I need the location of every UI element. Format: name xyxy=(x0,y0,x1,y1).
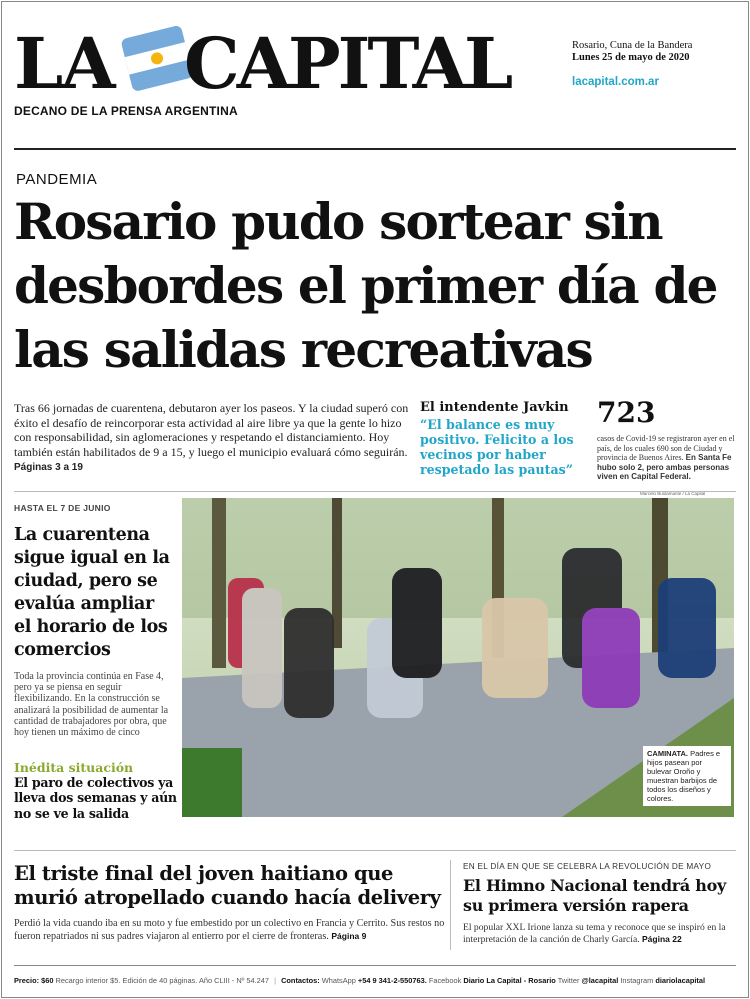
divider xyxy=(14,965,736,966)
story2-body xyxy=(14,918,446,943)
dateline xyxy=(572,40,692,64)
story2-body-text: Perdió la vida cuando iba en su moto y fue embestido por un colectivo en Francia y Cerrito. Sus restos no fueron repatriados ni sus padres viajaron al entierro por el cierre de fronteras. xyxy=(14,918,445,942)
main-lead-pages[interactable]: Páginas 3 a 19 xyxy=(14,462,83,474)
website-link[interactable]: lacapital.com.ar xyxy=(572,76,659,88)
quote-box xyxy=(420,400,588,477)
newspaper-logo[interactable] xyxy=(14,22,554,100)
stat-text-regular: casos de Covid-19 se registraron ayer en el país, de los cuales 690 son de Ciudad y provincia de Buenos Aires. xyxy=(597,434,735,462)
main-kicker: PANDEMIA xyxy=(16,171,98,188)
column-divider xyxy=(450,860,451,950)
instagram-handle[interactable]: diariolacapital xyxy=(655,976,706,985)
whatsapp-number[interactable]: +54 9 341-2-550763. xyxy=(357,976,427,985)
svg-text:CAPITAL: CAPITAL xyxy=(184,22,511,100)
instagram-label: Instagram xyxy=(620,976,654,985)
story3-headline[interactable]: El Himno Nacional tendrá hoy su primera versión rapera xyxy=(463,876,726,915)
surcharge-text: Recargo interior $5. xyxy=(55,976,121,985)
quote-text: “El balance es muy positivo. Felicito a los vecinos por haber respetado las pautas” xyxy=(420,417,574,477)
location-text: Rosario, Cuna de la Bandera xyxy=(572,40,693,51)
caption-label: CAMINATA. xyxy=(647,749,688,758)
price-value: $60 xyxy=(41,976,54,985)
footer xyxy=(14,976,736,985)
side-kicker: HASTA EL 7 DE JUNIO xyxy=(14,503,111,513)
date-text: Lunes 25 de mayo de 2020 xyxy=(572,52,690,63)
tagline: DECANO DE LA PRENSA ARGENTINA xyxy=(14,104,238,118)
story3-body-text: El popular XXL Irione lanza su tema y reconoce que se inspiró en la interpretación de la canción de Charly García. xyxy=(463,922,726,945)
main-lead-text: Tras 66 jornadas de cuarentena, debutaron ayer los paseos. Y la ciudad superó con éxito el desafío de reincorporar esta actividad al aire libre ya que la gente lo hizo con responsabilidad, sin aglomeraciones y respetando el distanciamiento. Hoy también están habilitados de 9 a 15, y luego el municipio evaluará cómo seguirán. xyxy=(14,401,409,459)
side-headline[interactable]: La cuarentena sigue igual en la ciudad, pero se evalúa ampliar el horario de los comercios xyxy=(14,525,170,660)
logo-wordmark xyxy=(14,22,554,100)
footer-separator: | xyxy=(274,976,277,985)
edition-text: Edición de 40 páginas. Año CLIII - Nº 54.247 xyxy=(122,976,270,985)
whatsapp-label: WhatsApp xyxy=(321,976,356,985)
photo-credit: Marcelo Bustamante / La Capital xyxy=(640,491,706,496)
quote-name: El intendente Javkin xyxy=(420,400,569,415)
side-body: Toda la provincia continúa en Fase 4, pero ya se piensa en seguir flexibilizando. En la construcción se analizará la posibilidad de aumentar la cantidad de trabajadores por obra, que hoy tienen un máximo de cinco xyxy=(14,671,169,739)
side-headline-2[interactable]: El paro de colectivos ya lleva dos semanas y aún no se ve la salida xyxy=(14,775,177,821)
side-kicker-2: Inédita situación xyxy=(14,760,134,775)
story3-body xyxy=(463,922,738,945)
main-lead xyxy=(14,401,412,476)
divider xyxy=(14,491,736,492)
photo-caption xyxy=(643,746,731,806)
caption-text: Padres e hijos pasean por bulevar Oroño y muestran barbijos de todos los diseños y colores. xyxy=(647,749,721,803)
svg-text:LA: LA xyxy=(14,22,114,100)
twitter-label: Twitter xyxy=(557,976,580,985)
story2-headline[interactable]: El triste final del joven haitiano que murió atropellado cuando hacía delivery xyxy=(14,862,441,909)
main-headline[interactable]: Rosario pudo sortear sin desbordes el primer día de las salidas recreativas xyxy=(14,192,717,379)
story3-kicker: EN EL DÍA EN QUE SE CELEBRA LA REVOLUCIÓN DE MAYO xyxy=(463,862,712,871)
divider xyxy=(14,148,736,150)
price-label: Precio: xyxy=(14,976,40,985)
facebook-label: Facebook xyxy=(428,976,462,985)
twitter-handle[interactable]: @lacapital xyxy=(581,976,619,985)
contact-label: Contactos: xyxy=(281,976,320,985)
story2-page[interactable]: Página 9 xyxy=(331,931,367,941)
stat-number: 723 xyxy=(597,396,656,429)
divider xyxy=(14,850,736,851)
story3-page[interactable]: Página 22 xyxy=(642,933,682,944)
facebook-handle[interactable]: Diario La Capital - Rosario xyxy=(463,976,556,985)
stat-text-bold: En Santa Fe hubo solo 2, pero ambas personas viven en Capital Federal. xyxy=(597,453,732,481)
stat-text xyxy=(597,434,737,482)
